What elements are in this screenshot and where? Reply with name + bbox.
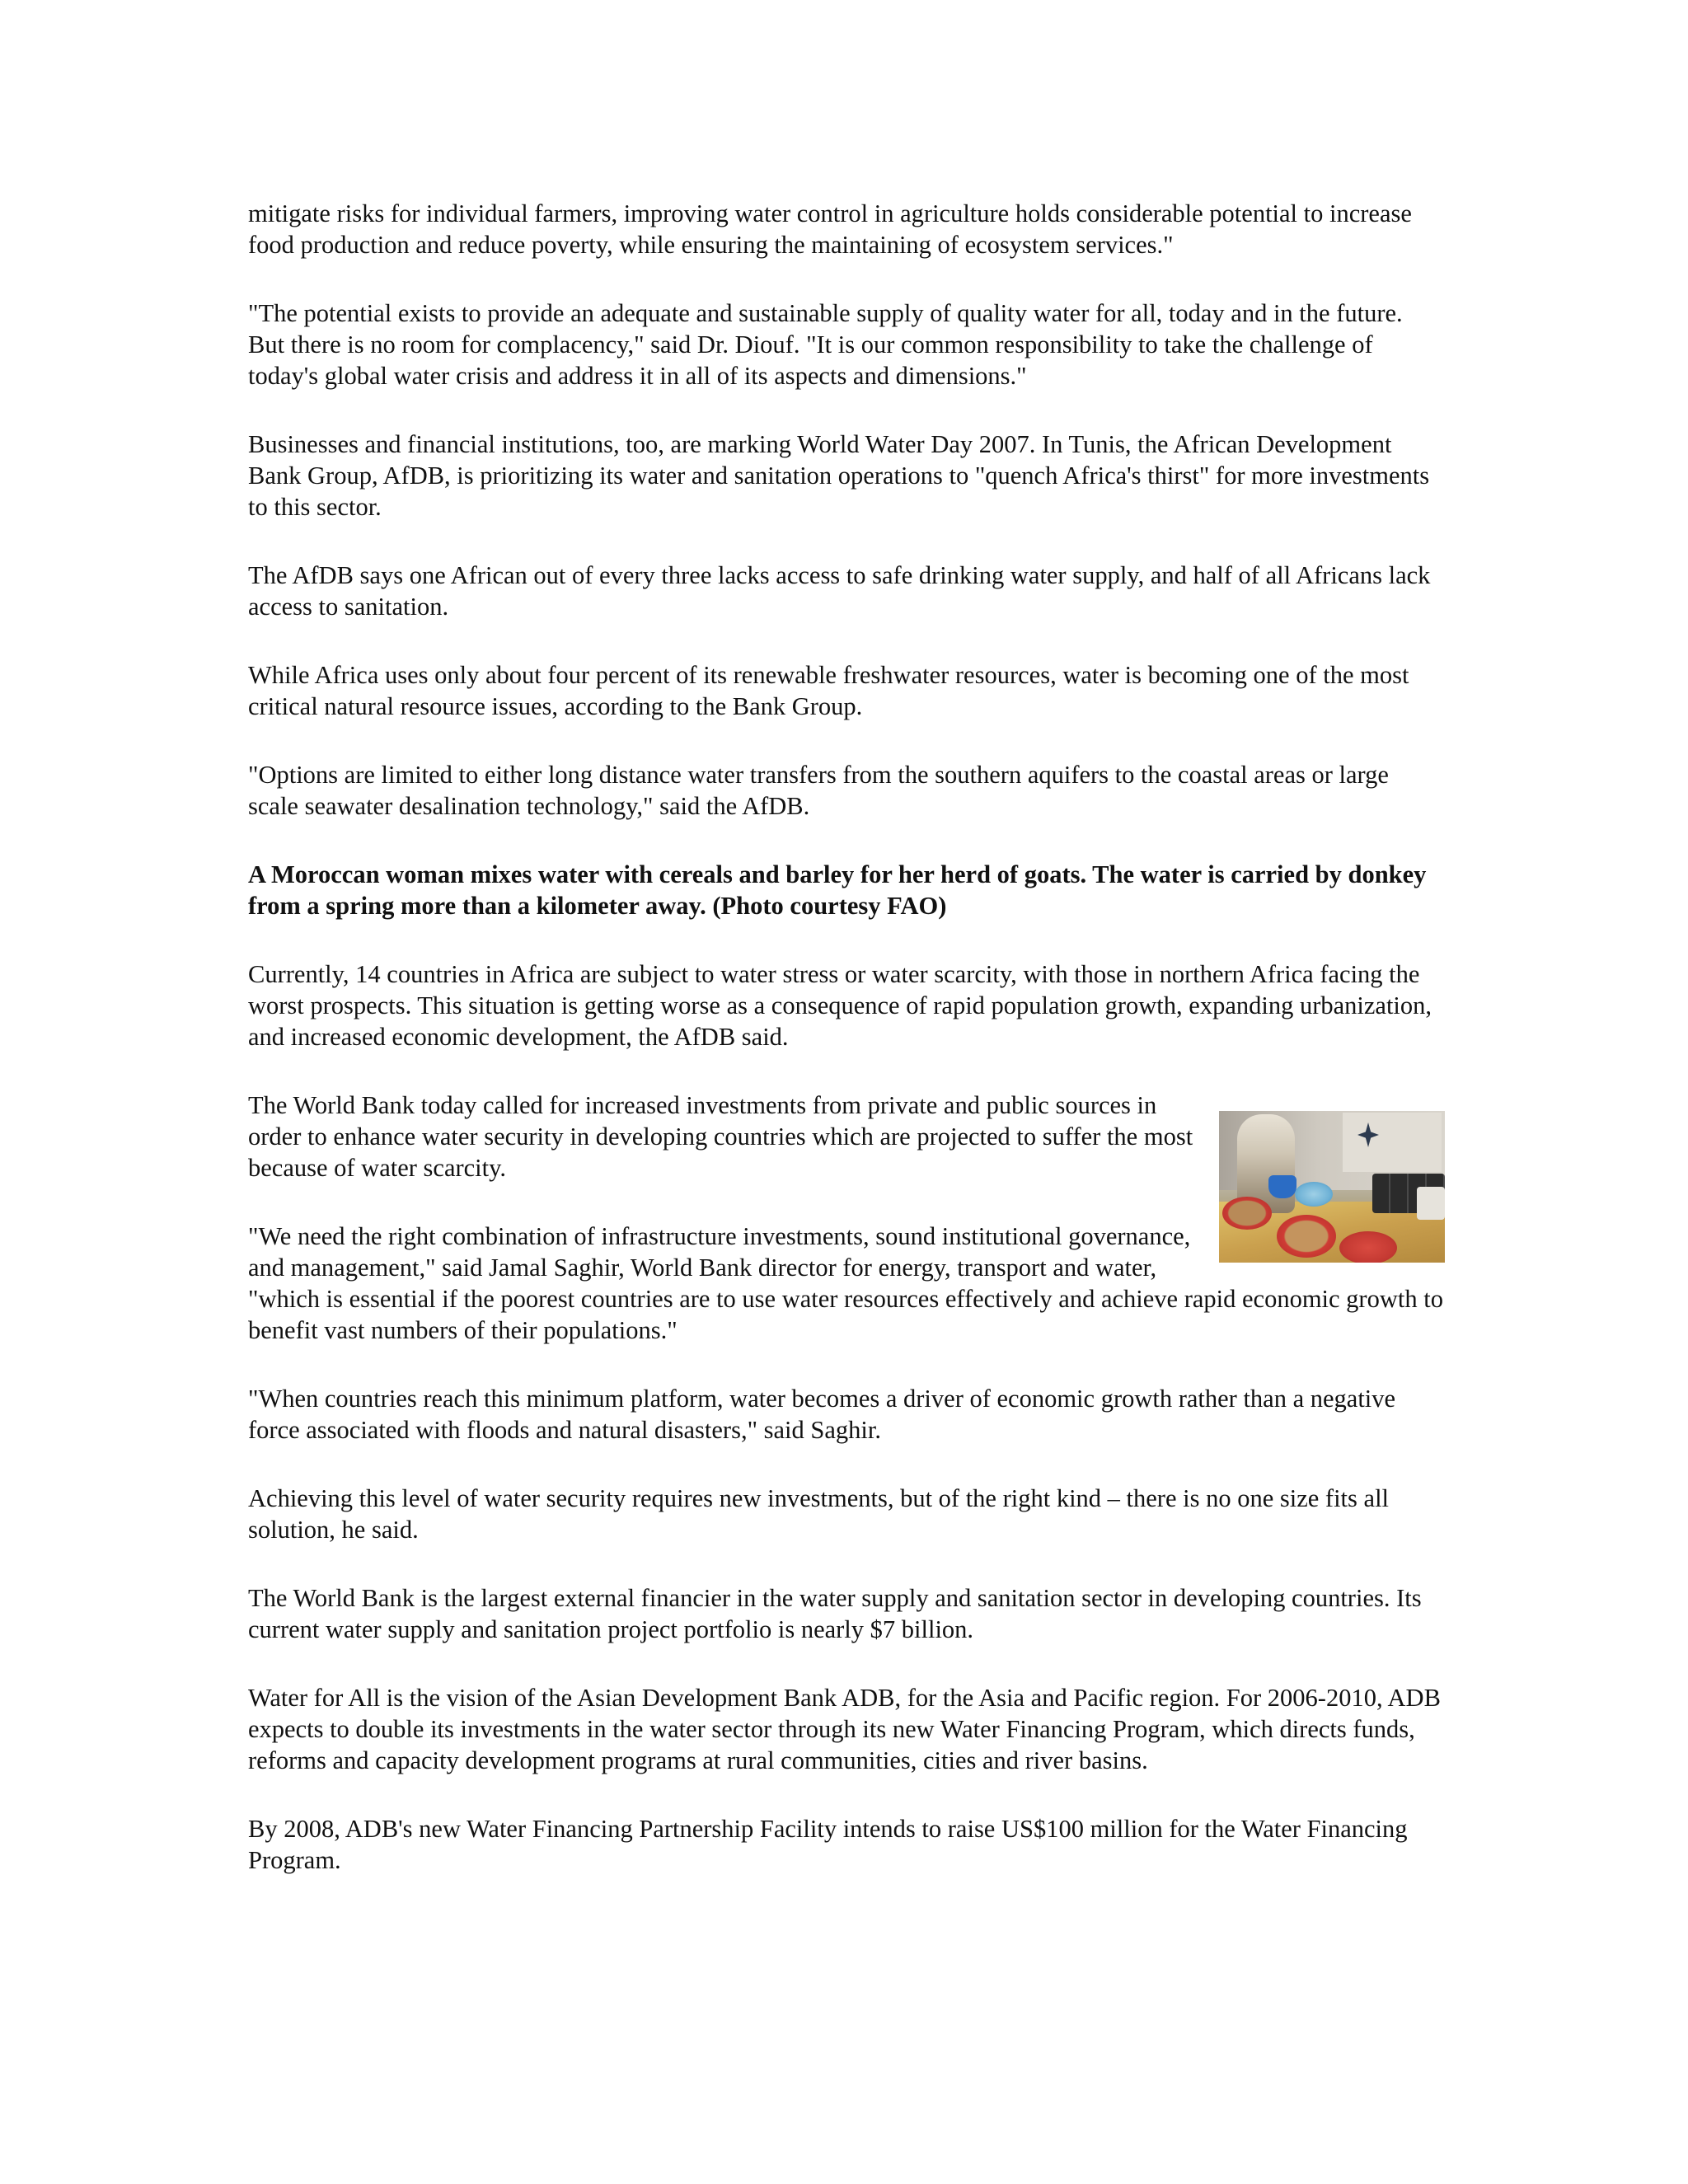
paragraph-right-kind: Achieving this level of water security requires new investments, but of the right kind – there is no one size fits all solution, he said. [248,1484,1390,1544]
paragraph-world-bank-financier: The World Bank is the largest external financier in the water supply and sanitation sector in developing countries. Its current water supply and sanitation project portfolio is nearly $7 billion. [248,1584,1422,1643]
paragraph-world-bank-investments: The World Bank today called for increased investments from private and public sources in order to enhance water security in developing countries which are projected to suffer the most because of water scarcity. [248,1091,1193,1182]
photo-red-basin [1277,1215,1336,1258]
paragraph-saghir-quote: "We need the right combination of infrastructure investments, sound institutional governance, and management," said Jamal Saghir, World Bank director for energy, transport and water, "which is essential if the poorest countries are to use water resources effectively and achieve rapid economic growth to benefit vast numbers of their populations." [248,1222,1443,1344]
paragraph-afdb-access: The AfDB says one African out of every three lacks access to safe drinking water supply, and half of all Africans lack access to sanitation. [248,561,1431,621]
photo-white-can [1417,1187,1445,1220]
photo-door [1343,1113,1442,1172]
paragraph-afdb-tunis: Businesses and financial institutions, too, are marking World Water Day 2007. In Tunis, the African Development Bank Group, AfDB, is prioritizing its water and sanitation operations to "quench Africa's thirst" for more investments to this sector. [248,430,1430,521]
wrapped-section [248,1090,1445,1346]
article-body [248,198,1445,1913]
moroccan-woman-photo [1219,1111,1445,1263]
photo-blue-basin [1295,1182,1333,1207]
paragraph-water-scarcity: Currently, 14 countries in Africa are subject to water stress or water scarcity, with those in northern Africa facing the worst prospects. This situation is getting worse as a consequence of rapid population growth, expanding urbanization, and increased economic development, the AfDB said. [248,960,1432,1051]
paragraph-africa-freshwater: While Africa uses only about four percent of its renewable freshwater resources, water is becoming one of the most critical natural resource issues, according to the Bank Group. [248,661,1409,720]
photo-caption: A Moroccan woman mixes water with cereals and barley for her herd of goats. The water is carried by donkey from a spring more than a kilometer away. (Photo courtesy FAO) [248,860,1427,920]
photo-red-basin [1222,1197,1272,1230]
photo-blue-bucket [1268,1175,1296,1198]
paragraph-ecosystem-services: mitigate risks for individual farmers, improving water control in agriculture holds considerable potential to increase food production and reduce poverty, while ensuring the maintaining of ecosystem services." [248,199,1412,259]
paragraph-adb-facility: By 2008, ADB's new Water Financing Partnership Facility intends to raise US$100 million for the Water Financing Program. [248,1815,1408,1874]
paragraph-diouf-quote: "The potential exists to provide an adequate and sustainable supply of quality water for all, today and in the future. But there is no room for complacency," said Dr. Diouf. "It is our common responsibility to take the challenge of today's global water crisis and address it in all of its aspects and dimensions." [248,299,1403,390]
paragraph-minimum-platform: "When countries reach this minimum platform, water becomes a driver of economic growth rather than a negative force associated with floods and natural disasters," said Saghir. [248,1385,1396,1444]
paragraph-adb-water-for-all: Water for All is the vision of the Asian Development Bank ADB, for the Asia and Pacific region. For 2006-2010, ADB expects to double its investments in the water sector through its new Water Financing Program, which directs funds, reforms and capacity development programs at rural communities, cities and river basins. [248,1684,1441,1774]
photo-red-basin [1339,1231,1397,1263]
paragraph-afdb-options: "Options are limited to either long distance water transfers from the southern aquifers to the coastal areas or large scale seawater desalination technology," said the AfDB. [248,761,1389,820]
